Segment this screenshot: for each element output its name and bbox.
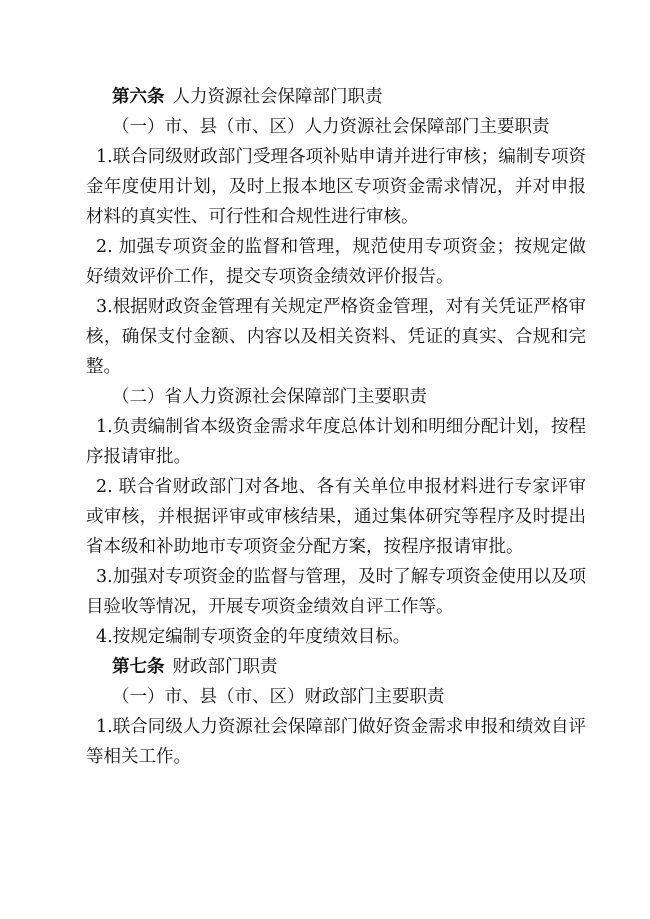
list-item-text: 1.联合同级财政部门受理各项补贴申请并进行审核；编制专项资金年度使用计划，及时上报本地区专项资金需求情况，并对申报材料的真实性、可行性和合规性进行审核。	[86, 147, 586, 227]
list-item-text: 2. 加强专项资金的监督和管理，规范使用专项资金；按规定做好绩效评价工作，提交专项资金绩效评价报告。	[86, 237, 586, 287]
section-heading: （二）省人力资源社会保障部门主要职责	[112, 387, 427, 407]
list-item	[86, 622, 586, 652]
list-item-text: 3.根据财政资金管理有关规定严格资金管理，对有关凭证严格审核，确保支付金额、内容以及相关资料、凭证的真实、合规和完整。	[86, 297, 586, 377]
list-item	[86, 292, 586, 382]
list-item	[86, 562, 586, 622]
list-item-text: 4.按规定编制专项资金的年度绩效目标。	[96, 627, 411, 647]
section-heading: （一）市、县（市、区）人力资源社会保障部门主要职责	[112, 117, 550, 137]
article-7-heading	[86, 652, 586, 682]
article-6-heading	[86, 82, 586, 112]
article-6-title: 人力资源社会保障部门职责	[172, 87, 383, 107]
list-item-text: 3.加强对专项资金的监督与管理，及时了解专项资金使用以及项目验收等情况，开展专项资金绩效自评工作等。	[86, 567, 586, 617]
article-7-number: 第七条	[112, 657, 165, 677]
article-7-title: 财政部门职责	[172, 657, 278, 677]
document-body	[86, 82, 586, 772]
article-6-number: 第六条	[112, 87, 165, 107]
list-item	[86, 142, 586, 232]
list-item-text: 1.负责编制省本级资金需求年度总体计划和明细分配计划，按程序报请审批。	[86, 417, 586, 467]
section-heading: （一）市、县（市、区）财政部门主要职责	[112, 687, 445, 707]
list-item-text: 2. 联合省财政部门对各地、各有关单位申报材料进行专家评审或审核，并根据评审或审核结果，通过集体研究等程序及时提出省本级和补助地市专项资金分配方案，按程序报请审批。	[86, 477, 586, 557]
list-item	[86, 412, 586, 472]
list-item	[86, 232, 586, 292]
list-item	[86, 472, 586, 562]
list-item-text: 1.联合同级人力资源社会保障部门做好资金需求申报和绩效自评等相关工作。	[86, 717, 586, 767]
list-item	[86, 712, 586, 772]
